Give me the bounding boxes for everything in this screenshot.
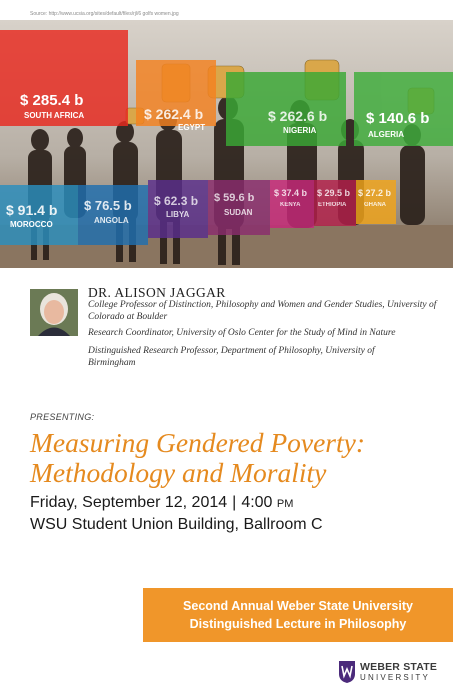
- speaker-name: DR. ALISON JAGGAR: [88, 285, 226, 300]
- figure-country-angola: ANGOLA: [94, 216, 129, 225]
- figure-value-kenya: $ 37.4 b: [274, 188, 308, 198]
- figure-value-algeria: $ 140.6 b: [366, 110, 430, 127]
- event-datetime: [30, 494, 293, 512]
- weber-state-logo: [338, 659, 438, 685]
- banner-line-2: Distinguished Lecture in Philosophy: [189, 617, 407, 631]
- logo-name: WEBER STATE: [360, 661, 438, 673]
- figure-value-nigeria: $ 262.6 b: [268, 108, 328, 124]
- hero-illustration: [0, 20, 453, 268]
- talk-title-line-1: Measuring Gendered Poverty:: [30, 427, 365, 458]
- event-location: WSU Student Union Building, Ballroom C: [30, 516, 323, 533]
- figure-country-algeria: ALGERIA: [368, 130, 404, 139]
- figure-country-ethiopia: ETHIOPIA: [318, 202, 347, 208]
- figure-value-ethiopia: $ 29.5 b: [317, 188, 351, 198]
- talk-title-line-2: Methodology and Morality: [30, 457, 327, 488]
- figure-value-angola: $ 76.5 b: [84, 198, 132, 213]
- figure-value-south-africa: $ 285.4 b: [20, 92, 84, 109]
- event-ampm: PM: [276, 498, 294, 510]
- speaker-affiliation-3: Distinguished Research Professor, Department of Philosophy, University of Birmingham: [88, 346, 375, 368]
- figure-country-sudan: SUDAN: [224, 208, 253, 217]
- figure-country-kenya: KENYA: [280, 202, 301, 208]
- image-source-note: Source: http://www.ucsia.org/sites/default/files/rjl/6 golfs women.jpg: [30, 11, 179, 17]
- figure-value-egypt: $ 262.4 b: [144, 106, 204, 122]
- speaker-portrait: [30, 289, 78, 336]
- hero-photo: [0, 20, 453, 268]
- figure-country-ghana: GHANA: [364, 202, 386, 208]
- figure-country-libya: LIBYA: [166, 210, 190, 219]
- event-date: Friday, September 12, 2014: [30, 494, 228, 511]
- shield-icon: [338, 660, 356, 684]
- speaker-affiliation-2: Research Coordinator, University of Oslo Center for the Study of Mind in Nature: [88, 328, 396, 338]
- speaker-affiliation-1: College Professor of Distinction, Philosophy and Women and Gender Studies, University of Colorado at Boulder: [88, 300, 437, 322]
- figure-country-morocco: MOROCCO: [10, 220, 53, 229]
- figure-country-egypt: EGYPT: [178, 123, 206, 132]
- block-angola: [78, 185, 148, 245]
- block-libya: [148, 180, 208, 238]
- talk-title: [30, 428, 450, 488]
- lecture-series-banner: [143, 588, 453, 642]
- figure-value-libya: $ 62.3 b: [154, 194, 199, 208]
- figure-value-morocco: $ 91.4 b: [6, 202, 58, 218]
- logo-sub: UNIVERSITY: [360, 673, 431, 682]
- event-time: 4:00: [241, 494, 273, 511]
- presenting-label: PRESENTING:: [30, 412, 95, 422]
- event-separator: |: [232, 494, 237, 511]
- figure-value-ghana: $ 27.2 b: [358, 188, 392, 198]
- banner-line-1: Second Annual Weber State University: [183, 599, 413, 613]
- figure-value-sudan: $ 59.6 b: [214, 192, 255, 204]
- figure-country-nigeria: NIGERIA: [283, 126, 317, 135]
- figure-country-south-africa: SOUTH AFRICA: [24, 111, 85, 120]
